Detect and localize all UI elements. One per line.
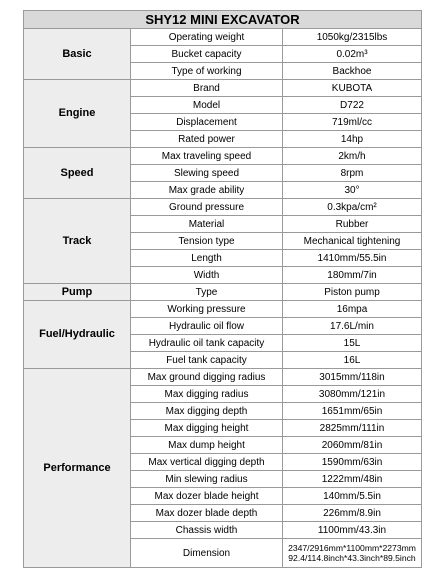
group-label: Track [24,199,131,284]
spec-label: Max digging radius [131,386,283,403]
spec-value: 1100mm/43.3in [283,522,422,539]
spec-value: D722 [283,97,422,114]
group-label: Performance [24,369,131,568]
table-row [24,29,422,46]
spec-label: Model [131,97,283,114]
spec-value: 140mm/5.5in [283,488,422,505]
spec-label: Fuel tank capacity [131,352,283,369]
spec-label: Ground pressure [131,199,283,216]
spec-value: KUBOTA [283,80,422,97]
spec-label: Brand [131,80,283,97]
spec-value: 3080mm/121in [283,386,422,403]
spec-label: Working pressure [131,301,283,318]
spec-value: 3015mm/118in [283,369,422,386]
spec-label: Max dozer blade height [131,488,283,505]
spec-value: 1410mm/55.5in [283,250,422,267]
spec-value: Piston pump [283,284,422,301]
spec-label: Max traveling speed [131,148,283,165]
spec-label: Width [131,267,283,284]
spec-value-line: 92.4/114.8inch*43.3inch*89.5inch [288,553,416,563]
spec-value: Rubber [283,216,422,233]
table-row [24,80,422,97]
spec-value: 2825mm/111in [283,420,422,437]
spec-label: Min slewing radius [131,471,283,488]
spec-value [283,539,422,568]
spec-label: Operating weight [131,29,283,46]
spec-label: Hydraulic oil tank capacity [131,335,283,352]
table-row [24,301,422,318]
group-label: Fuel/Hydraulic [24,301,131,369]
spec-label: Hydraulic oil flow [131,318,283,335]
spec-label: Max dump height [131,437,283,454]
group-label: Engine [24,80,131,148]
spec-label: Dimension [131,539,283,568]
spec-label: Length [131,250,283,267]
spec-value-line: 2347/2916mm*1100mm*2273mm [288,543,416,553]
spec-value: 16mpa [283,301,422,318]
spec-value: 0.02m³ [283,46,422,63]
spec-label: Slewing speed [131,165,283,182]
spec-label: Max ground digging radius [131,369,283,386]
spec-label: Displacement [131,114,283,131]
spec-label: Max grade ability [131,182,283,199]
spec-value: 0.3kpa/cm² [283,199,422,216]
spec-value: 1222mm/48in [283,471,422,488]
spec-label: Max digging depth [131,403,283,420]
spec-value: 17.6L/min [283,318,422,335]
spec-value: 719ml/cc [283,114,422,131]
spec-value: 16L [283,352,422,369]
table-row [24,284,422,301]
spec-label: Bucket capacity [131,46,283,63]
spec-label: Type [131,284,283,301]
spec-label: Max vertical digging depth [131,454,283,471]
title-row [24,11,422,29]
group-label: Basic [24,29,131,80]
spec-value: 1050kg/2315lbs [283,29,422,46]
spec-label: Material [131,216,283,233]
spec-value: 14hp [283,131,422,148]
spec-label: Chassis width [131,522,283,539]
spec-label: Max dozer blade depth [131,505,283,522]
spec-table [23,10,422,568]
spec-value: 2060mm/81in [283,437,422,454]
spec-value: 2km/h [283,148,422,165]
spec-value: 15L [283,335,422,352]
spec-value: Backhoe [283,63,422,80]
table-row [24,199,422,216]
spec-body [24,11,422,568]
spec-value: 180mm/7in [283,267,422,284]
table-title: SHY12 MINI EXCAVATOR [24,11,422,29]
spec-label: Type of working [131,63,283,80]
spec-value: 8rpm [283,165,422,182]
group-label: Speed [24,148,131,199]
table-row [24,148,422,165]
spec-value: 30° [283,182,422,199]
group-label: Pump [24,284,131,301]
spec-value: 1590mm/63in [283,454,422,471]
table-row [24,369,422,386]
spec-value: Mechanical tightening [283,233,422,250]
spec-label: Tension type [131,233,283,250]
spec-label: Max digging height [131,420,283,437]
spec-value: 226mm/8.9in [283,505,422,522]
spec-value: 1651mm/65in [283,403,422,420]
spec-label: Rated power [131,131,283,148]
